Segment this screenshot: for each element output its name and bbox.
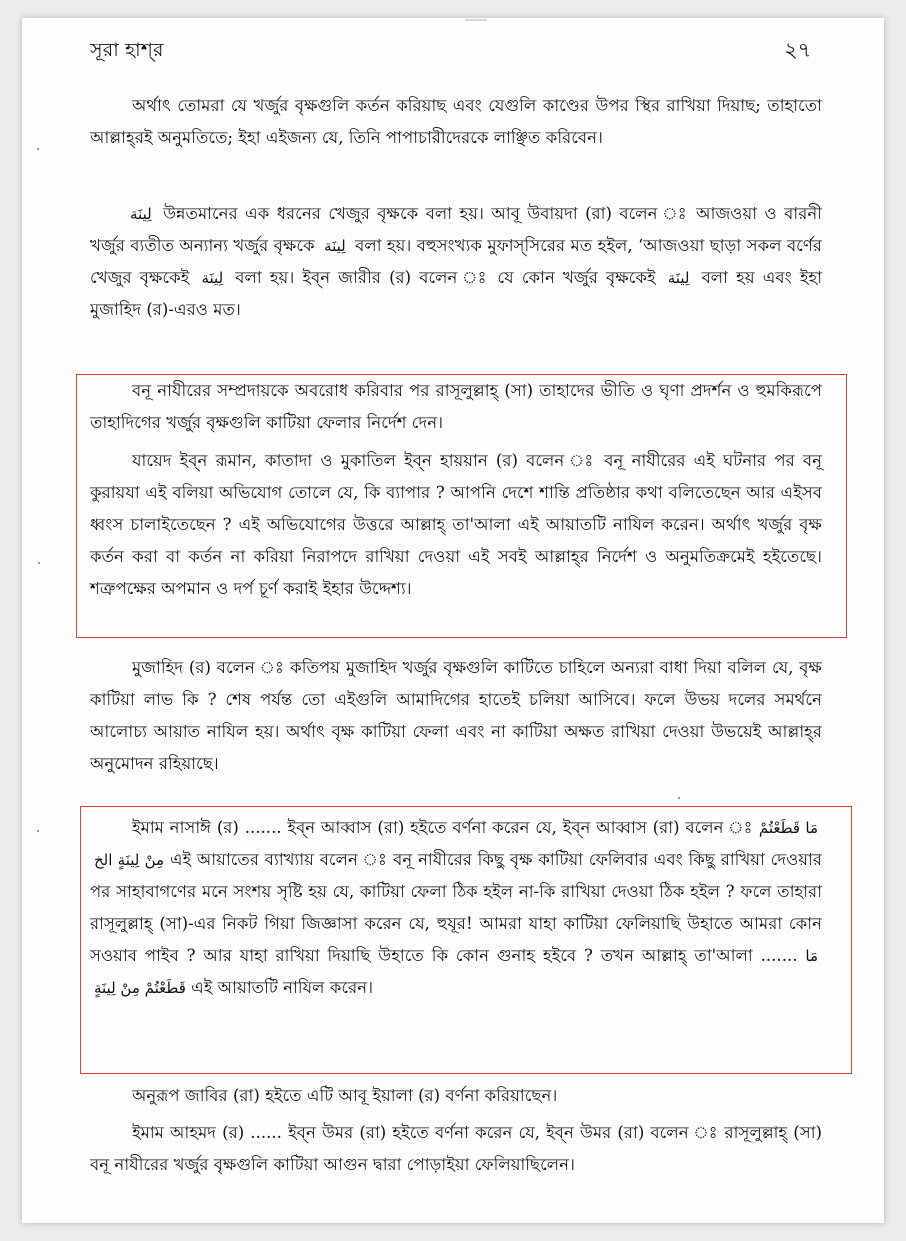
- scan-speck: [37, 148, 39, 150]
- arabic-verse: مَا قَطَعْتُمْ مِنْ لِينَةٍ: [94, 947, 818, 997]
- paragraph-6-text-1: ইমাম নাসাঈ (র) ....... ইব্‌ন আব্বাস (রা) হইতে বর্ণনা করেন যে, ইব্‌ন আব্বাস (রা) বলেন ঃ: [132, 818, 754, 837]
- paragraph-2-text-2: বলা হয়। বহুসংখ্যক মুফাস্‌সিরের মত হইল, ‘আজওয়া ছাড়া সকল বর্ণের খেজুর বৃক্ষকেই: [90, 236, 823, 287]
- paragraph-2-text-3: বলা হয়। ইব্‌ন জারীর (র) বলেন ঃ যে কোন খর্জুর বৃক্ষকেই: [235, 268, 656, 287]
- arabic-word: لِينَة: [324, 237, 346, 255]
- arabic-verse: مَا قَطَعْتُمْ مِنْ لِينَةٍ الخ: [94, 819, 818, 869]
- scan-speck: [678, 797, 680, 799]
- paragraph-5: মুজাহিদ (র) বলেন ঃ কতিপয় মুজাহিদ খর্জুর বৃক্ষগুলি কাটিতে চাহিলে অন্যরা বাধা দিয়া বলিল যে, বৃক্ষ কাটিয়া লাভ কি ? শেষ পর্যন্ত তো এইগুলি আমাদিগের হাতেই চলিয়া আসিবে। ফলে উভয় দলের সমর্থনে আলোচ্য আয়াত নাযিল হয়। অর্থাৎ বৃক্ষ কাটিয়া ফেলা এবং না কাটিয়া অক্ষত রাখিয়া দেওয়া উভয়েই আল্লাহ্‌র অনুমোদন রহিয়াছে।: [90, 658, 822, 773]
- page-number: ২৭: [784, 38, 812, 62]
- paragraph-6: [90, 812, 822, 1004]
- arabic-word: لِينَة: [667, 269, 690, 287]
- paragraph-1: অর্থাৎ তোমরা যে খর্জুর বৃক্ষগুলি কর্তন করিয়াছ এবং যেগুলি কাণ্ডের উপর স্থির রাখিয়া দিয়াছ; তাহাতো আল্লাহ্‌রই অনুমতিতে; ইহা এইজন্য যে, তিনি পাপাচারীদেরকে লাঞ্ছিত করিবেন।: [90, 96, 822, 147]
- running-title: সূরা হাশ্‌র: [90, 39, 164, 61]
- paragraph-8: ইমাম আহমদ (র) ...... ইব্‌ন উমর (রা) হইতে বর্ণনা করেন যে, ইব্‌ন উমর (রা) বলেন ঃ রাসূলুল্লাহ্ (সা) বনূ নাযীরের খর্জুর বৃক্ষগুলি কাটিয়া আগুন দ্বারা পোড়াইয়া ফেলিয়াছিলেন।: [90, 1123, 822, 1174]
- paragraph-6-text-3: এই আয়াতটি নাযিল করেন।: [191, 978, 374, 997]
- arabic-word: لِينَة: [201, 269, 224, 287]
- paragraph-2: [90, 198, 822, 326]
- paragraph-2-text-1: উন্নতমানের এক ধরনের খেজুর বৃক্ষকে বলা হয়। আবূ উবায়দা (রা) বলেন ঃ আজওয়া ও বারনী খর্জুর ব্যতীত অন্যান্য খর্জুর বৃক্ষকে: [90, 204, 822, 255]
- paragraph-2-text-4: বলা হয় এবং ইহা মুজাহিদ (র)-এরও মত।: [90, 268, 823, 319]
- arabic-word: لِينَة: [130, 205, 152, 223]
- paragraph-7: অনুরূপ জাবির (রা) হইতে এটি আবূ ইয়ালা (র) বর্ণনা করিয়াছেন।: [132, 1086, 558, 1105]
- paragraph-4: যায়েদ ইব্‌ন রূমান, কাতাদা ও মুকাতিল ইব্‌ন হায়য়ান (র) বলেন ঃ বনূ নাযীরের এই ঘটনার পর বনূ কুরায়যা এই বলিয়া অভিযোগ তোলে যে, কি ব্যাপার ? আপনি দেশে শান্তি প্রতিষ্ঠার কথা বলিতেছেন আর এইসব ধ্বংস চালাইতেছেন ? এই অভিযোগের উত্তরে আল্লাহ্ তা'আলা এই আয়াতটি নাযিল করেন। অর্থাৎ খর্জুর বৃক্ষ কর্তন করা বা কর্তন না করিয়া নিরাপদে রাখিয়া দেওয়া এই সবই আল্লাহ্‌র নির্দেশ ও অনুমতিক্রমেই হইতেছে। শত্রুপক্ষের অপমান ও দর্প চূর্ণ করাই ইহার উদ্দেশ্য।: [90, 451, 822, 598]
- paragraph-3: বনূ নাযীরের সম্প্রদায়কে অবরোধ করিবার পর রাসূলুল্লাহ্ (সা) তাহাদের ভীতি ও ঘৃণা প্রদর্শন ও হুমকিরূপে তাহাদিগের খর্জুর বৃক্ষগুলি কাটিয়া ফেলার নির্দেশ দেন।: [90, 381, 822, 432]
- scan-speck: [37, 830, 39, 832]
- scan-speck: [38, 562, 40, 564]
- page-top-mark: [465, 19, 487, 21]
- paragraph-6-text-2: এই আয়াতের ব্যাখ্যায় বলেন ঃ বনূ নাযীরের কিছু বৃক্ষ কাটিয়া ফেলিবার এবং কিছু রাখিয়া দেওয়ার পর সাহাবাগণের মনে সংশয় সৃষ্টি হয় যে, কাটিয়া ফেলা ঠিক হইল না-কি রাখিয়া দেওয়া ঠিক হইল ? ফলে তাহারা রাসূলুল্লাহ্ (সা)-এর নিকট গিয়া জিজ্ঞাসা করেন যে, হুযূর! আমরা যাহা কাটিয়া ফেলিয়াছি উহাতে আমরা কোন সওয়াব পাইব ? আর যাহা রাখিয়া দিয়াছি উহাতে কি কোন গুনাহ হইবে ? তখন আল্লাহ্ তা'আলা .......: [90, 850, 822, 965]
